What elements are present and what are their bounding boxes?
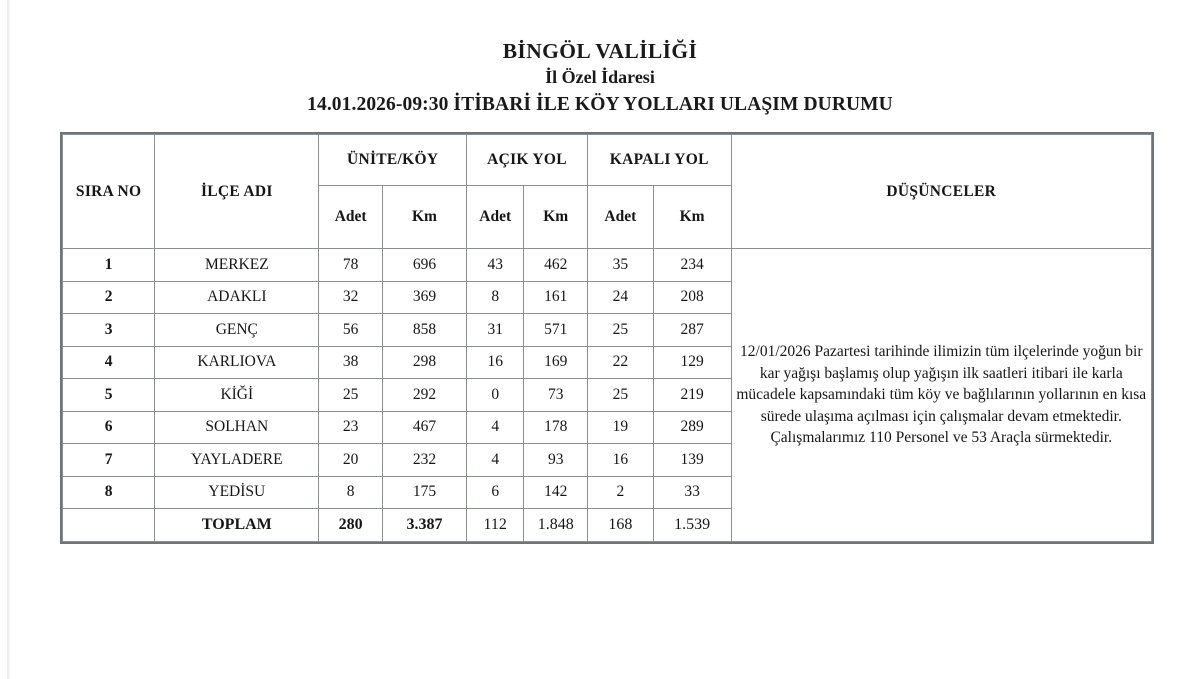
cell-acik-adet: 4 bbox=[467, 444, 524, 477]
cell-kapali-adet: 22 bbox=[588, 346, 654, 379]
cell-acik-adet: 16 bbox=[467, 346, 524, 379]
notes-text: 12/01/2026 Pazartesi tarihinde ilimizin tüm ilçelerinde yoğun bir kar yağışı başlamış olup yağışın ilk saatleri itibari ile karla mücadele kapsamındaki tüm köy ve bağlılarının yollarının en kısa sürede ulaşıma açılması için çalışmalar devam etmektedir. Çalışmalarımız 110 Personel ve 53 Araçla sürmektedir. bbox=[736, 343, 1147, 446]
cell-kapali-adet: 35 bbox=[588, 249, 654, 282]
page-subtitle: İl Özel İdaresi bbox=[545, 67, 655, 87]
cell-kapali-km: 139 bbox=[653, 444, 731, 477]
cell-sira-no: 2 bbox=[63, 281, 155, 314]
road-status-table bbox=[62, 134, 1152, 542]
cell-unite-adet: 23 bbox=[319, 411, 383, 444]
cell-ilce-adi: GENÇ bbox=[155, 314, 319, 347]
cell-unite-km: 175 bbox=[382, 476, 466, 509]
cell-acik-km: 73 bbox=[524, 379, 588, 412]
cell-ilce-adi: SOLHAN bbox=[155, 411, 319, 444]
cell-acik-km: 161 bbox=[524, 281, 588, 314]
cell-kapali-km: 129 bbox=[653, 346, 731, 379]
header-acik-adet: Adet bbox=[467, 186, 524, 249]
cell-acik-km: 169 bbox=[524, 346, 588, 379]
cell-kapali-km: 208 bbox=[653, 281, 731, 314]
cell-unite-adet: 38 bbox=[319, 346, 383, 379]
cell-acik-adet: 4 bbox=[467, 411, 524, 444]
cell-acik-adet: 8 bbox=[467, 281, 524, 314]
cell-kapali-adet: 25 bbox=[588, 314, 654, 347]
cell-total-unite-km: 3.387 bbox=[382, 509, 466, 542]
header-kapali-adet: Adet bbox=[588, 186, 654, 249]
header-kapali-yol: KAPALI YOL bbox=[588, 135, 732, 186]
cell-kapali-adet: 19 bbox=[588, 411, 654, 444]
table-header bbox=[63, 135, 1152, 249]
table-header-group-row bbox=[63, 135, 1152, 186]
header-kapali-km: Km bbox=[653, 186, 731, 249]
cell-ilce-adi: KARLIOVA bbox=[155, 346, 319, 379]
header-unite-km: Km bbox=[382, 186, 466, 249]
cell-kapali-km: 289 bbox=[653, 411, 731, 444]
cell-acik-km: 571 bbox=[524, 314, 588, 347]
cell-total-kapali-km: 1.539 bbox=[653, 509, 731, 542]
cell-unite-adet: 78 bbox=[319, 249, 383, 282]
cell-unite-km: 292 bbox=[382, 379, 466, 412]
cell-unite-adet: 32 bbox=[319, 281, 383, 314]
header-unite-koy: ÜNİTE/KÖY bbox=[319, 135, 467, 186]
cell-acik-km: 462 bbox=[524, 249, 588, 282]
cell-ilce-adi: MERKEZ bbox=[155, 249, 319, 282]
cell-acik-adet: 31 bbox=[467, 314, 524, 347]
cell-acik-km: 178 bbox=[524, 411, 588, 444]
cell-kapali-km: 287 bbox=[653, 314, 731, 347]
cell-kapali-km: 219 bbox=[653, 379, 731, 412]
cell-total-label: TOPLAM bbox=[155, 509, 319, 542]
cell-sira-no: 8 bbox=[63, 476, 155, 509]
cell-sira-no: 1 bbox=[63, 249, 155, 282]
cell-acik-km: 142 bbox=[524, 476, 588, 509]
header-ilce-adi: İLÇE ADI bbox=[155, 135, 319, 249]
document-title-block bbox=[0, 38, 1200, 118]
road-status-table-container bbox=[62, 134, 1152, 542]
header-sira-no: SIRA NO bbox=[63, 135, 155, 249]
header-unite-adet: Adet bbox=[319, 186, 383, 249]
cell-dusunceler-notes bbox=[731, 249, 1151, 542]
cell-kapali-adet: 16 bbox=[588, 444, 654, 477]
cell-unite-adet: 8 bbox=[319, 476, 383, 509]
cell-total-acik-adet: 112 bbox=[467, 509, 524, 542]
cell-unite-adet: 56 bbox=[319, 314, 383, 347]
cell-total-sira-no bbox=[63, 509, 155, 542]
cell-ilce-adi: YAYLADERE bbox=[155, 444, 319, 477]
page-title: BİNGÖL VALİLİĞİ bbox=[502, 39, 698, 63]
table-body bbox=[63, 249, 1152, 542]
cell-kapali-km: 33 bbox=[653, 476, 731, 509]
cell-kapali-adet: 25 bbox=[588, 379, 654, 412]
header-acik-yol: AÇIK YOL bbox=[467, 135, 588, 186]
cell-unite-km: 467 bbox=[382, 411, 466, 444]
cell-unite-adet: 20 bbox=[319, 444, 383, 477]
cell-ilce-adi: YEDİSU bbox=[155, 476, 319, 509]
cell-sira-no: 5 bbox=[63, 379, 155, 412]
header-dusunceler: DÜŞÜNCELER bbox=[731, 135, 1151, 249]
cell-kapali-adet: 24 bbox=[588, 281, 654, 314]
cell-kapali-km: 234 bbox=[653, 249, 731, 282]
cell-total-unite-adet: 280 bbox=[319, 509, 383, 542]
cell-acik-km: 93 bbox=[524, 444, 588, 477]
cell-unite-km: 298 bbox=[382, 346, 466, 379]
cell-unite-km: 369 bbox=[382, 281, 466, 314]
cell-sira-no: 6 bbox=[63, 411, 155, 444]
cell-ilce-adi: KİĞİ bbox=[155, 379, 319, 412]
cell-sira-no: 4 bbox=[63, 346, 155, 379]
cell-total-acik-km: 1.848 bbox=[524, 509, 588, 542]
cell-unite-adet: 25 bbox=[319, 379, 383, 412]
table-row bbox=[63, 249, 1152, 282]
cell-unite-km: 232 bbox=[382, 444, 466, 477]
cell-acik-adet: 6 bbox=[467, 476, 524, 509]
cell-total-kapali-adet: 168 bbox=[588, 509, 654, 542]
cell-sira-no: 7 bbox=[63, 444, 155, 477]
cell-sira-no: 3 bbox=[63, 314, 155, 347]
cell-ilce-adi: ADAKLI bbox=[155, 281, 319, 314]
cell-unite-km: 858 bbox=[382, 314, 466, 347]
cell-unite-km: 696 bbox=[382, 249, 466, 282]
cell-acik-adet: 43 bbox=[467, 249, 524, 282]
report-heading: 14.01.2026-09:30 İTİBARİ İLE KÖY YOLLARI ULAŞIM DURUMU bbox=[307, 94, 893, 115]
header-acik-km: Km bbox=[524, 186, 588, 249]
cell-kapali-adet: 2 bbox=[588, 476, 654, 509]
cell-acik-adet: 0 bbox=[467, 379, 524, 412]
